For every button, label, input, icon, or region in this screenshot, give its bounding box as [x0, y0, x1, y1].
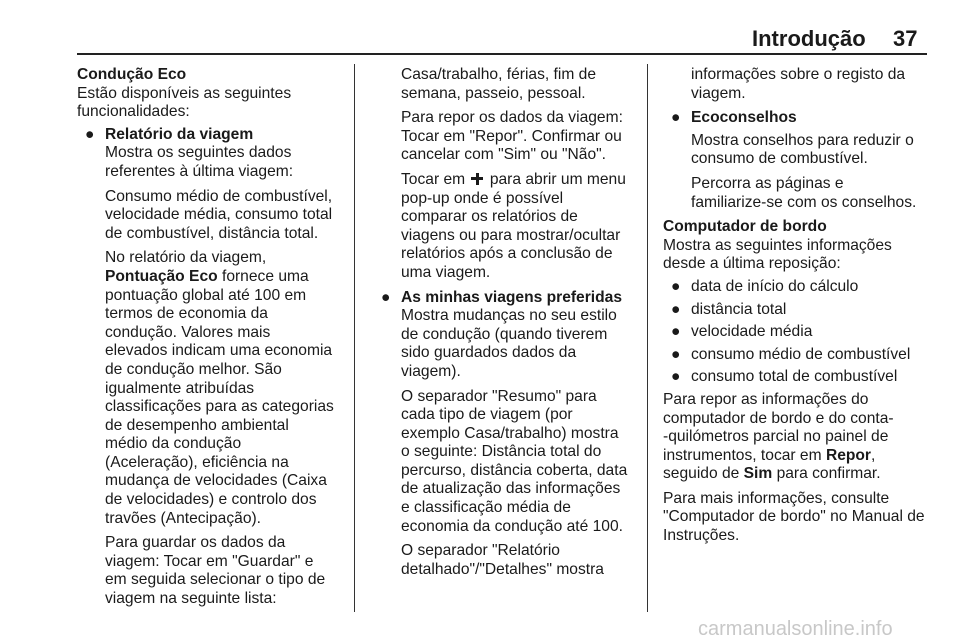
text-span: seguido de: [663, 465, 744, 483]
text-line: travões (Antecipação).: [105, 509, 262, 527]
text-line: Percorra as páginas e: [691, 174, 844, 192]
text-line: Instruções.: [663, 527, 740, 545]
text-line: funcionalidades:: [77, 103, 190, 121]
text-line: o seguinte: Distância total do: [401, 443, 602, 461]
list-item-text: velocidade média: [691, 323, 813, 341]
text-line: pontuação global até 100 em: [105, 286, 307, 304]
list-item-text: consumo total de combustível: [691, 368, 898, 386]
text-line: Mostra os seguintes dados: [105, 144, 292, 162]
section-heading-trip-computer: Computador de bordo: [663, 218, 827, 236]
item-title-trip-report: Relatório da viagem: [105, 125, 254, 143]
text-line: viagem).: [401, 362, 461, 380]
text-span: instrumentos, tocar em: [663, 446, 826, 464]
text-line: [663, 447, 928, 466]
bullet-icon: ●: [381, 288, 391, 306]
text-line: referentes à última viagem:: [105, 162, 294, 180]
text-line: familiarize-se com os conselhos.: [691, 193, 917, 211]
text-line: pop-up onde é possível: [401, 189, 564, 207]
bullet-icon: ●: [671, 300, 681, 318]
plus-icon: [471, 173, 483, 185]
text-line: em seguida selecionar o tipo de: [105, 571, 326, 589]
text-line: consumo de combustível.: [691, 150, 868, 168]
text-line: Para guardar os dados da: [105, 534, 286, 552]
text-line: semana, passeio, pessoal.: [401, 84, 586, 102]
bullet-icon: ●: [671, 109, 681, 127]
column-3: [663, 66, 928, 546]
text-line: classificações para as categorias: [105, 398, 334, 416]
text-line: e classificação média de: [401, 499, 571, 517]
text-line: Estão disponíveis as seguintes: [77, 84, 292, 102]
text-line: Mostra conselhos para reduzir o: [691, 131, 914, 149]
list-item: [373, 289, 635, 308]
text-line: desde a última reposição:: [663, 255, 841, 273]
text-line: Mostra mudanças no seu estilo: [401, 307, 617, 325]
section-heading-eco: Condução Eco: [77, 66, 187, 83]
bullet-icon: ●: [671, 368, 681, 386]
text-span: ,: [871, 446, 876, 464]
text-line: sido guardados dados da: [401, 344, 577, 362]
text-line: percurso, distância coberta, data: [401, 461, 628, 479]
list-item-text: consumo médio de combustível: [691, 345, 911, 363]
text-line: O separador "Resumo" para: [401, 387, 597, 405]
text-line: [373, 171, 635, 190]
text-line: de condução melhor. São: [105, 360, 282, 378]
header-title: Introdução: [752, 26, 866, 51]
list-item: [663, 109, 928, 128]
list-item: [77, 126, 342, 145]
text-span: para confirmar.: [772, 465, 881, 483]
column-divider-2: [647, 64, 648, 612]
text-line: No relatório da viagem,: [105, 249, 267, 267]
watermark: carmanualsonline.info: [698, 618, 893, 640]
item-title-favourite-trips: As minhas viagens preferidas: [401, 288, 623, 306]
text-line: computador de bordo e do conta-: [663, 409, 894, 427]
text-line: -quilómetros parcial no painel de: [663, 428, 889, 446]
text-line: Mostra as seguintes informações: [663, 236, 892, 254]
list-item: [663, 323, 928, 342]
text-line: de combustível, distância total.: [105, 224, 319, 242]
text-line: [77, 268, 342, 287]
repor-term: Repor: [825, 446, 871, 464]
text-line: de atualização das informações: [401, 480, 621, 498]
list-item: [663, 278, 928, 297]
text-line: uma viagem.: [401, 263, 491, 281]
list-item: [663, 301, 928, 320]
text-span: fornece uma: [217, 267, 309, 285]
list-item-text: distância total: [691, 300, 787, 318]
text-line: relatórios após a conclusão de: [401, 245, 613, 263]
text-line: de desempenho ambiental: [105, 416, 289, 434]
text-line: Para repor os dados da viagem:: [401, 109, 623, 127]
text-line: detalhado"/"Detalhes" mostra: [401, 560, 604, 578]
text-line: viagem.: [691, 84, 746, 102]
text-line: cancelar com "Sim" ou "Não".: [401, 146, 607, 164]
text-line: Consumo médio de combustível,: [105, 187, 333, 205]
column-2: [373, 66, 635, 579]
bullet-icon: ●: [671, 323, 681, 341]
list-item-text: data de início do cálculo: [691, 277, 859, 295]
header-rule: [77, 53, 927, 55]
bullet-icon: ●: [85, 125, 95, 143]
text-line: condução. Valores mais: [105, 323, 271, 341]
text-line: (Aceleração), eficiência na: [105, 453, 289, 471]
text-line: de velocidades) e controlo dos: [105, 491, 317, 509]
text-line: viagens ou para mostrar/ocultar: [401, 226, 621, 244]
text-line: elevados indicam uma economia: [105, 342, 333, 360]
list-item: [663, 346, 928, 365]
text-line: comparar os relatórios de: [401, 208, 578, 226]
text-line: de condução (quando tiverem: [401, 325, 608, 343]
text-line: exemplo Casa/trabalho) mostra: [401, 424, 619, 442]
text-line: "Computador de bordo" no Manual de: [663, 508, 925, 526]
text-line: [663, 465, 928, 484]
text-line: igualmente atribuídas: [105, 379, 255, 397]
list-item: [663, 368, 928, 387]
page-number: 37: [893, 26, 918, 51]
text-line: cada tipo de viagem (por: [401, 406, 573, 424]
text-line: viagem: Tocar em "Guardar" e: [105, 552, 314, 570]
item-title-eco-tips: Ecoconselhos: [691, 109, 797, 127]
eco-score-term: Pontuação Eco: [105, 267, 218, 285]
bullet-icon: ●: [671, 277, 681, 295]
text-line: informações sobre o registo da: [691, 66, 906, 83]
text-span: Tocar em: [401, 170, 466, 188]
text-line: O separador "Relatório: [401, 542, 560, 560]
sim-term: Sim: [743, 465, 773, 483]
text-line: velocidade média, consumo total: [105, 206, 333, 224]
text-line: termos de economia da: [105, 305, 268, 323]
text-span: para abrir um menu: [489, 170, 626, 188]
column-divider-1: [354, 64, 355, 612]
text-line: economia da condução até 100.: [401, 517, 623, 535]
text-line: Casa/trabalho, férias, fim de: [401, 66, 597, 83]
text-line: Tocar em "Repor". Confirmar ou: [401, 127, 622, 145]
text-line: médio da condução: [105, 435, 242, 453]
bullet-icon: ●: [671, 345, 681, 363]
text-line: Para repor as informações do: [663, 390, 869, 408]
text-line: viagem na seguinte lista:: [105, 590, 277, 608]
text-line: mudança de velocidades (Caixa: [105, 472, 327, 490]
text-line: Para mais informações, consulte: [663, 489, 890, 507]
column-1: [77, 66, 342, 609]
